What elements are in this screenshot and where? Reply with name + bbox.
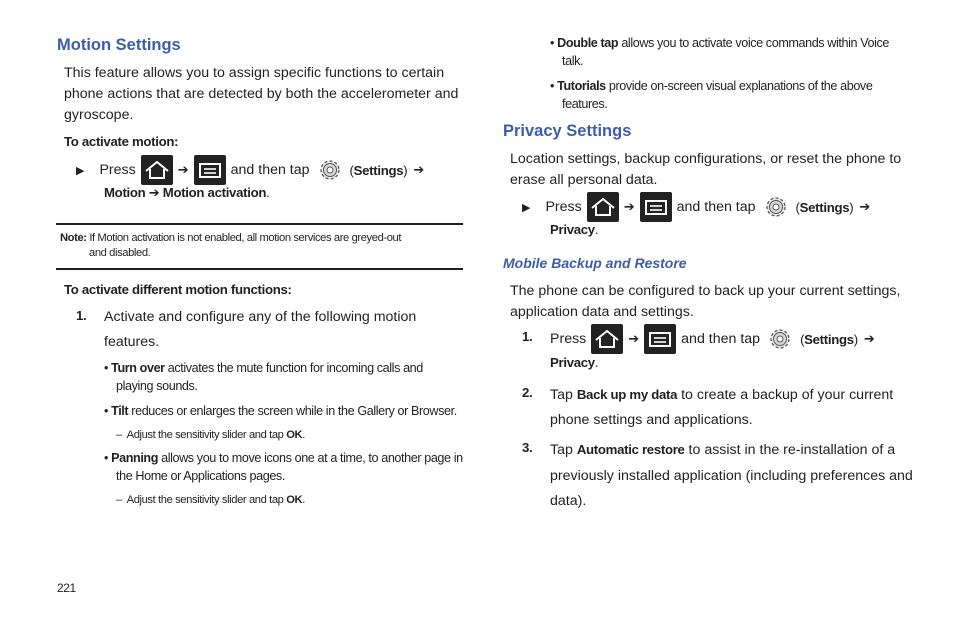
home-icon (587, 192, 619, 222)
tilt-sub-adjust: – Adjust the sensitivity slider and tap OK. (116, 429, 305, 441)
note-top-rule (56, 223, 463, 225)
privacy-path: Privacy. (550, 222, 599, 237)
backup-intro: The phone can be configured to back up your current settings, application data and settings. (510, 283, 901, 320)
mobile-backup-heading: Mobile Backup and Restore (503, 255, 687, 271)
bullet-panning: • Panning allows you to move icons one at a time, to another page in (104, 451, 463, 465)
privacy-intro: Location settings, backup configurations, or reset the phone to erase all personal data. (510, 151, 902, 188)
menu-icon (194, 155, 226, 185)
tutorials-text-line2: features. (562, 97, 608, 111)
step-number-1: 1. (522, 329, 533, 344)
note-text-line2: and disabled. (89, 247, 151, 259)
panning-text-line2: the Home or Applications pages. (116, 469, 285, 483)
motion-settings-heading: Motion Settings (57, 36, 181, 54)
backup-step-2: Tap Back up my data to create a backup of your current phone settings and applications. (550, 387, 894, 428)
panning-sub-adjust: – Adjust the sensitivity slider and tap OK. (116, 494, 305, 506)
step-number-2: 2. (522, 385, 533, 400)
bullet-tilt: • Tilt reduces or enlarges the screen while in the Gallery or Browser. (104, 404, 457, 418)
settings-gear-icon (762, 193, 790, 221)
backup-step1-path: Privacy. (550, 355, 599, 370)
bullet-turn-over: • Turn over activates the mute function for incoming calls and (104, 361, 423, 375)
bullet-double-tap: • Double tap allows you to activate voice commands within Voice (550, 36, 890, 50)
backup-step-3: Tap Automatic restore to assist in the re-installation of a previously installed application (including preferences and data). (550, 442, 913, 509)
page-number: 221 (57, 581, 76, 595)
privacy-step: ▶ Press ➔ and then tap (Settings) ➔ (522, 191, 870, 223)
home-icon (591, 324, 623, 354)
arrow-glyph: ➔ (177, 162, 189, 178)
note-bottom-rule (56, 268, 463, 270)
turn-over-text-line2: playing sounds. (116, 379, 198, 393)
to-activate-motion-label: To activate motion: (64, 134, 179, 149)
settings-label: Settings (353, 162, 404, 178)
double-tap-text-line2: talk. (562, 54, 584, 68)
motion-intro: This feature allows you to assign specific functions to certain phone actions that are detected by both the accelerometer and gyroscope. (64, 65, 459, 123)
settings-gear-icon (316, 156, 344, 184)
privacy-settings-heading: Privacy Settings (503, 122, 632, 140)
home-icon (141, 155, 173, 185)
settings-gear-icon (766, 325, 794, 353)
note-block: Note: If Motion activation is not enabled, all motion services are greyed-out (60, 232, 402, 244)
step1-text: Activate and configure any of the following motion features. (104, 309, 417, 350)
menu-icon (644, 324, 676, 354)
step-number-3: 3. (522, 440, 533, 455)
step-path-motion: Motion ➔ Motion activation. (104, 185, 270, 201)
step-number-1: 1. (76, 308, 87, 323)
to-activate-different-label: To activate different motion functions: (64, 282, 292, 297)
activate-motion-step: ▶ Press ➔ and then tap (Settings) ➔ (76, 154, 424, 186)
bullet-tutorials: • Tutorials provide on-screen visual explanations of the above (550, 79, 873, 93)
backup-step-1: Press ➔ and then tap (Settings) ➔ (550, 323, 875, 355)
triangle-pointer-icon: ▶ (76, 163, 85, 177)
menu-icon (640, 192, 672, 222)
triangle-pointer-icon: ▶ (522, 200, 531, 214)
